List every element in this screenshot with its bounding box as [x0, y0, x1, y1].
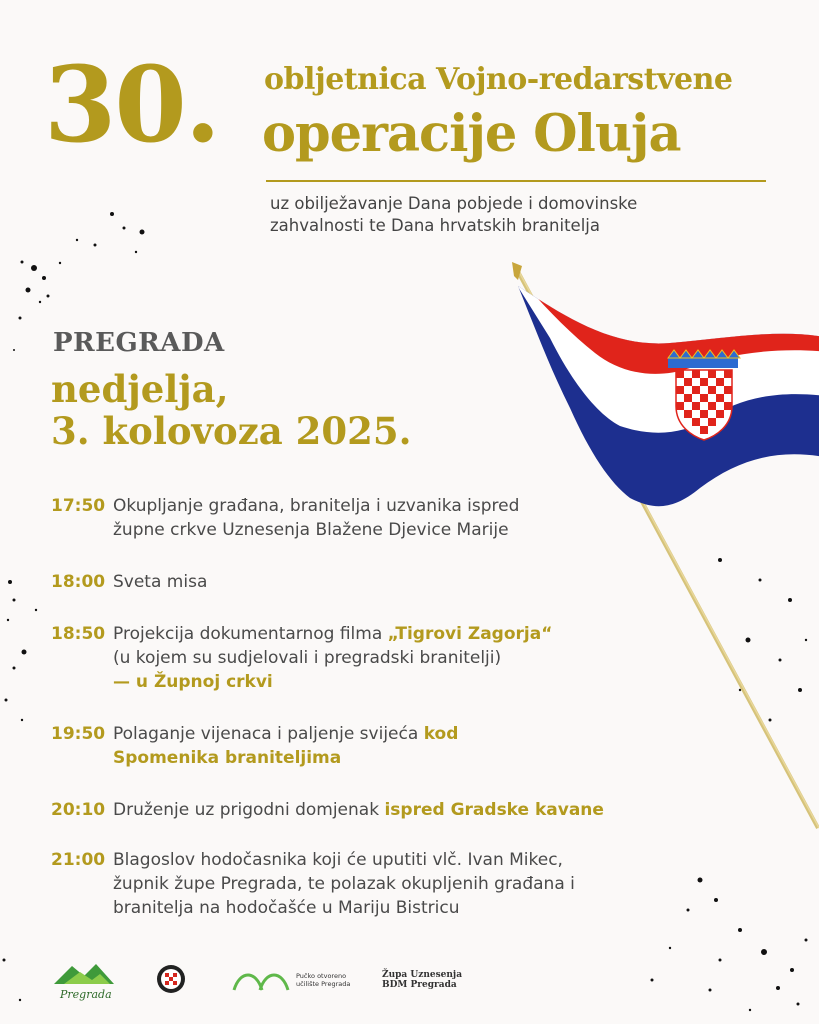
event-place: PREGRADA [53, 328, 225, 358]
subtitle-line-1: uz obilježavanje Dana pobjede i domovinske [270, 194, 638, 213]
zupa-logo [382, 970, 472, 990]
pregrada-logo-text: Pregrada [60, 988, 112, 1001]
schedule-line: (u kojem su sudjelovali i pregradski branitelji) [113, 648, 502, 668]
veterans-emblem [156, 964, 186, 998]
schedule-time: 19:50 [51, 724, 106, 744]
schedule-line: Okupljanje građana, branitelja i uzvanika ispred [113, 496, 520, 516]
schedule-time: 18:00 [51, 572, 106, 592]
schedule-text: Projekcija dokumentarnog filma [113, 624, 388, 644]
arc-icon [230, 964, 292, 992]
film-title: „Tigrovi Zagorja“ [387, 624, 553, 644]
schedule-item [51, 848, 575, 920]
event-date-line-2: 3. kolovoza 2025. [51, 409, 412, 453]
schedule-line [113, 798, 604, 822]
title-divider [266, 180, 766, 182]
title-line-1: obljetnica Vojno-redarstvene [264, 62, 733, 97]
hills-icon [50, 960, 120, 986]
schedule-description [113, 722, 458, 770]
uciliste-text-1: Pučko otvoreno [296, 972, 347, 980]
schedule-time: 17:50 [51, 496, 106, 516]
subtitle-line-2: zahvalnosti te Dana hrvatskih branitelja [270, 216, 600, 235]
schedule-line [113, 746, 458, 770]
schedule-line: župnik župe Pregrada, te polazak okupljenih građana i [113, 874, 575, 894]
schedule-item [51, 570, 207, 594]
schedule-time: 21:00 [51, 850, 106, 870]
schedule-line [113, 622, 552, 646]
schedule-text: Druženje uz prigodni domjenak [113, 800, 385, 820]
schedule-description [113, 798, 604, 822]
schedule-line [113, 670, 552, 694]
schedule-description [113, 848, 575, 920]
schedule-dash: — [113, 672, 136, 692]
schedule-item [51, 798, 604, 822]
event-date-line-1: nedjelja, [51, 367, 229, 411]
schedule-item [51, 622, 552, 694]
schedule-item [51, 722, 458, 770]
schedule-location: Spomenika braniteljima [113, 748, 342, 768]
pregrada-logo [50, 960, 120, 1000]
schedule-description [113, 622, 552, 694]
schedule-description [113, 570, 207, 594]
schedule-text: Polaganje vijenaca i paljenje svijeća [113, 724, 424, 744]
schedule-time: 20:10 [51, 800, 106, 820]
schedule-line [113, 722, 458, 746]
schedule-location: u Župnoj crkvi [135, 672, 273, 692]
schedule-time: 18:50 [51, 624, 106, 644]
schedule-line: župne crkve Uznesenja Blažene Djevice Marije [113, 520, 509, 540]
schedule-description [113, 494, 519, 542]
anniversary-number: 30. [44, 43, 219, 166]
emblem-icon [156, 964, 186, 994]
uciliste-text-2: učilište Pregrada [296, 980, 351, 988]
schedule-line: branitelja na hodočašće u Mariju Bistricu [113, 898, 460, 918]
schedule-item [51, 494, 519, 542]
croatian-flag-image [500, 258, 819, 838]
schedule-line: Blagoslov hodočasnika koji će uputiti vlč. Ivan Mikec, [113, 850, 563, 870]
schedule-line: Sveta misa [113, 572, 208, 592]
schedule-location: ispred Gradske kavane [384, 800, 604, 820]
zupa-text-2: BDM Pregrada [382, 980, 457, 990]
zupa-text-1: Župa Uznesenja [382, 970, 463, 980]
schedule-location: kod [423, 724, 459, 744]
subtitle [270, 193, 770, 237]
title-line-2: operacije Oluja [262, 104, 681, 164]
event-date [51, 368, 451, 452]
